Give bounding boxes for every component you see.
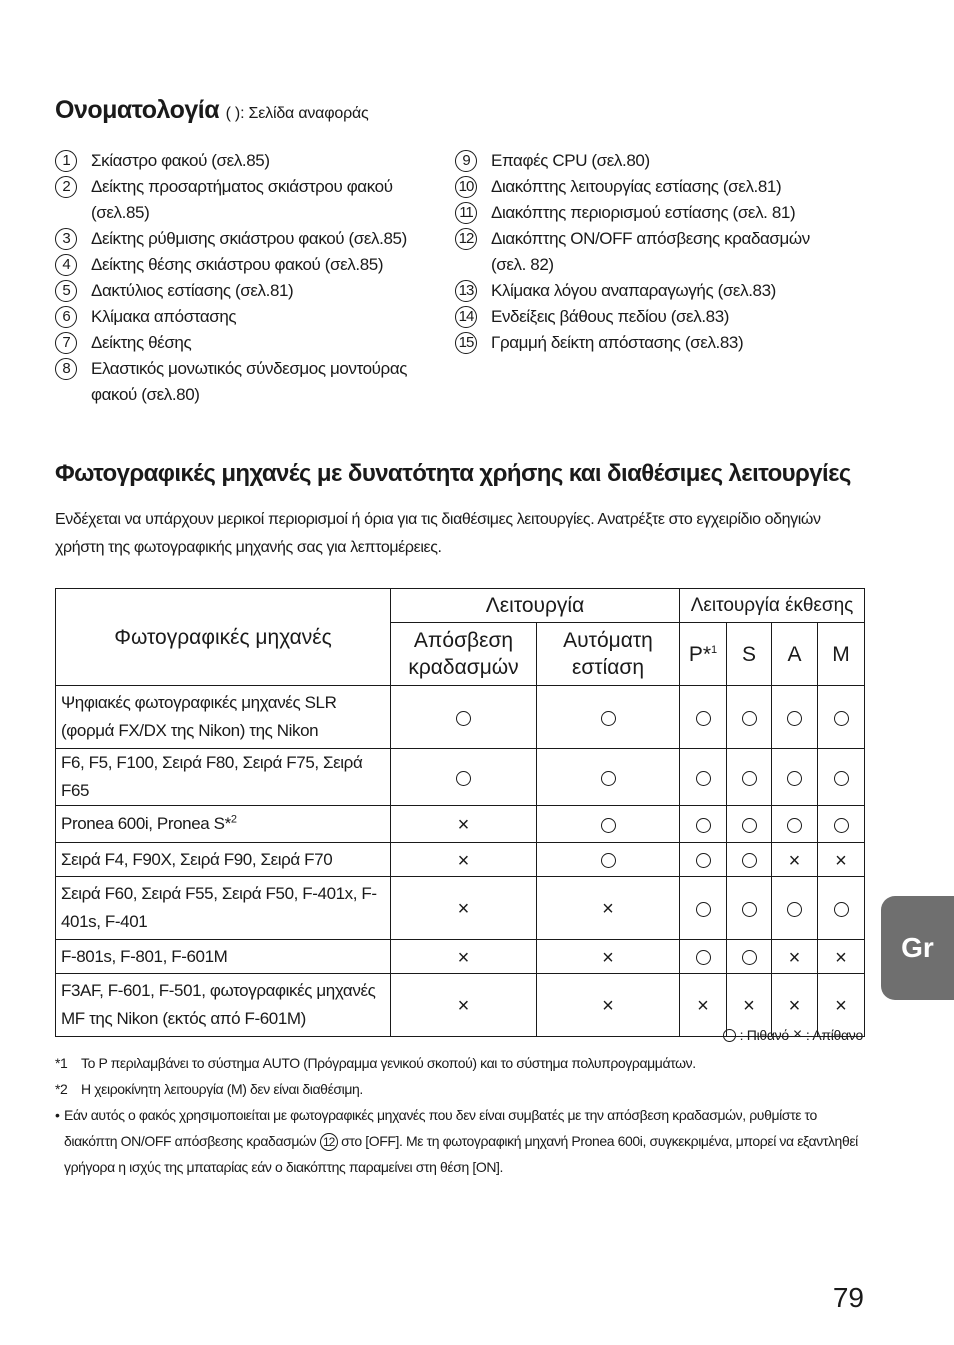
- table-row: [56, 877, 865, 940]
- camera-name: Σειρά F60, Σειρά F55, Σειρά F50, F-401x, F-401s, F-401: [61, 884, 377, 931]
- cell-af: [537, 686, 680, 749]
- cell-m: [818, 806, 865, 843]
- footnotes: [55, 1050, 865, 1180]
- possible-symbol-icon: [742, 711, 757, 726]
- part-item: [55, 356, 425, 408]
- cell-vr: [391, 686, 537, 749]
- cell-vr: [391, 749, 537, 806]
- impossible-symbol-icon: ×: [835, 995, 847, 1018]
- cell-af: [537, 940, 680, 974]
- table-row: [56, 843, 865, 877]
- part-item: [55, 304, 425, 330]
- table-row: [56, 686, 865, 749]
- header-p-label: P*: [688, 642, 712, 666]
- part-number: 13: [455, 280, 477, 302]
- possible-symbol-icon: [723, 1029, 736, 1042]
- camera-name: Σειρά F4, F90X, Σειρά F90, Σειρά F70: [61, 849, 333, 869]
- part-label: Ελαστικός μονωτικός σύνδεσμος μοντούρας φακού (σελ.80): [91, 359, 408, 404]
- possible-symbol-icon: [601, 771, 616, 786]
- impossible-symbol-icon: ×: [835, 849, 847, 872]
- part-item: [55, 278, 425, 304]
- possible-symbol-icon: [601, 818, 616, 833]
- impossible-symbol-icon: ×: [457, 898, 470, 921]
- table-body: [56, 686, 865, 1037]
- cell-s: [727, 843, 772, 877]
- header-s: S: [727, 623, 772, 686]
- compatibility-table: [55, 588, 865, 1037]
- impossible-symbol-icon: ×: [602, 995, 614, 1018]
- cell-m: [818, 940, 865, 974]
- cell-a: [772, 806, 818, 843]
- table-row: [56, 940, 865, 974]
- cell-vr: [391, 806, 537, 843]
- possible-symbol-icon: [696, 950, 711, 965]
- part-number: 8: [55, 358, 77, 380]
- part-item: [455, 174, 815, 200]
- cell-p: [680, 843, 727, 877]
- legend-impossible: : Απίθανο: [805, 1027, 863, 1043]
- possible-symbol-icon: [456, 711, 471, 726]
- part-number: 14: [455, 306, 477, 328]
- impossible-symbol-icon: ×: [743, 995, 755, 1018]
- part-number: 3: [55, 228, 77, 250]
- possible-symbol-icon: [834, 711, 849, 726]
- possible-symbol-icon: [696, 711, 711, 726]
- footnote-text: Η χειροκίνητη λειτουργία (M) δεν είναι διαθέσιμη.: [81, 1081, 363, 1097]
- cell-a: [772, 686, 818, 749]
- cell-s: [727, 877, 772, 940]
- part-number: 12: [455, 228, 477, 250]
- footnote-text: Το P περιλαμβάνει το σύστημα AUTO (Πρόγραμμα γενικού σκοπού) και το σύστημα πολυπρογραμμάτων.: [81, 1055, 696, 1071]
- legend: [723, 1025, 863, 1045]
- camera-name: Ψηφιακές φωτογραφικές μηχανές SLR (φορμά FX/DX της Nikon) της Nikon: [61, 693, 337, 740]
- part-number: 4: [55, 254, 77, 276]
- cell-s: [727, 686, 772, 749]
- part-label: Κλίμακα απόστασης: [91, 307, 237, 326]
- impossible-symbol-icon: ×: [457, 814, 470, 837]
- possible-symbol-icon: [696, 771, 711, 786]
- part-label: Δείκτης θέσης: [91, 333, 192, 352]
- part-item: [55, 252, 425, 278]
- cell-vr: [391, 940, 537, 974]
- footnote-mark: *1: [55, 1055, 68, 1071]
- part-item: [455, 148, 815, 174]
- header-exposure-mode: Λειτουργία έκθεσης: [680, 589, 865, 623]
- cell-vr: [391, 974, 537, 1037]
- part-item: [455, 278, 815, 304]
- impossible-symbol-icon: ×: [788, 849, 801, 872]
- cell-af: [537, 877, 680, 940]
- impossible-symbol-icon: ×: [788, 995, 801, 1018]
- footnote: [55, 1076, 865, 1102]
- part-label: Δακτύλιος εστίασης (σελ.81): [91, 281, 294, 300]
- impossible-symbol-icon: ×: [602, 898, 614, 921]
- camera-cell: [56, 877, 391, 940]
- part-number: 2: [55, 176, 77, 198]
- part-item: [55, 148, 425, 174]
- possible-symbol-icon: [742, 818, 757, 833]
- camera-name: F-801s, F-801, F-601M: [61, 946, 228, 966]
- camera-cell: [56, 806, 391, 843]
- cell-a: [772, 843, 818, 877]
- camera-name: F6, F5, F100, Σειρά F80, Σειρά F75, Σειρά F65: [61, 753, 363, 800]
- impossible-symbol-icon: ×: [792, 1026, 802, 1043]
- footnote-mark: *2: [55, 1081, 68, 1097]
- part-item: [55, 174, 425, 226]
- possible-symbol-icon: [742, 950, 757, 965]
- cell-vr: [391, 843, 537, 877]
- part-number: 7: [55, 332, 77, 354]
- impossible-symbol-icon: ×: [697, 995, 709, 1018]
- possible-symbol-icon: [601, 711, 616, 726]
- part-item: [455, 226, 815, 278]
- header-p-footnote: 1: [711, 643, 718, 656]
- cell-af: [537, 843, 680, 877]
- impossible-symbol-icon: ×: [457, 946, 470, 969]
- cell-m: [818, 843, 865, 877]
- impossible-symbol-icon: ×: [602, 946, 614, 969]
- camera-name: F3AF, F-601, F-501, φωτογραφικές μηχανές MF της Nikon (εκτός από F-601M): [61, 981, 376, 1028]
- cell-s: [727, 806, 772, 843]
- cell-a: [772, 749, 818, 806]
- nomenclature-title: [55, 96, 369, 125]
- cell-p: [680, 974, 727, 1037]
- header-vr: Απόσβεση κραδασμών: [391, 623, 537, 686]
- part-number: 5: [55, 280, 77, 302]
- camera-cell: [56, 974, 391, 1037]
- cell-af: [537, 806, 680, 843]
- camera-name: Pronea 600i, Pronea S*: [61, 814, 231, 833]
- impossible-symbol-icon: ×: [457, 995, 470, 1018]
- part-label: Κλίμακα λόγου αναπαραγωγής (σελ.83): [491, 281, 776, 300]
- part-number: 11: [455, 202, 477, 224]
- possible-symbol-icon: [787, 771, 802, 786]
- table-row: [56, 749, 865, 806]
- parts-list-left: [55, 148, 425, 408]
- impossible-symbol-icon: ×: [457, 849, 470, 872]
- part-item: [455, 330, 815, 356]
- cell-a: [772, 877, 818, 940]
- impossible-symbol-icon: ×: [788, 946, 801, 969]
- cell-p: [680, 877, 727, 940]
- possible-symbol-icon: [834, 902, 849, 917]
- header-cameras: Φωτογραφικές μηχανές: [56, 589, 391, 686]
- footnote: [55, 1050, 865, 1076]
- header-af: Αυτόματη εστίαση: [537, 623, 680, 686]
- nomenclature-subtitle: ( ): Σελίδα αναφοράς: [225, 105, 369, 122]
- part-label: Διακόπτης λειτουργίας εστίασης (σελ.81): [491, 177, 782, 196]
- compat-title: Φωτογραφικές μηχανές με δυνατότητα χρήσης και διαθέσιμες λειτουργίες: [55, 460, 851, 487]
- legend-possible: : Πιθανό: [739, 1027, 789, 1043]
- part-label: Γραμμή δείκτη απόστασης (σελ.83): [491, 333, 744, 352]
- part-number: 1: [55, 150, 77, 172]
- camera-cell: [56, 940, 391, 974]
- table-row: [56, 806, 865, 843]
- cell-af: [537, 974, 680, 1037]
- possible-symbol-icon: [696, 818, 711, 833]
- possible-symbol-icon: [834, 818, 849, 833]
- possible-symbol-icon: [787, 902, 802, 917]
- impossible-symbol-icon: ×: [835, 946, 847, 969]
- compat-intro: Ενδέχεται να υπάρχουν μερικοί περιορισμοί ή όρια για τις διαθέσιμες λειτουργίες. Ανατρέξτε στο εγχειρίδιο οδηγιών χρήστη της φωτογραφικής μηχανής σας για λεπτομέρειες.: [55, 511, 821, 556]
- cell-af: [537, 749, 680, 806]
- cell-p: [680, 940, 727, 974]
- header-function: Λειτουργία: [391, 589, 680, 623]
- callout-number: 12: [320, 1133, 338, 1151]
- part-label: Διακόπτης ON/OFF απόσβεσης κραδασμών (σελ. 82): [491, 229, 810, 274]
- possible-symbol-icon: [787, 818, 802, 833]
- camera-cell: [56, 843, 391, 877]
- cell-p: [680, 686, 727, 749]
- camera-cell: [56, 749, 391, 806]
- cell-a: [772, 940, 818, 974]
- possible-symbol-icon: [742, 853, 757, 868]
- header-p: [680, 623, 727, 686]
- part-label: Ενδείξεις βάθους πεδίου (σελ.83): [491, 307, 730, 326]
- language-tab: Gr: [881, 896, 954, 1000]
- bullet-text-start: Εάν αυτός ο φακός χρησιμοποιείται με φωτογραφικές μηχανές που δεν είναι συμβατές με την απόσβεση κραδασμών, ρυθμίστε το διακόπτη ON/OFF απόσβεσης κραδασμών: [64, 1107, 817, 1149]
- part-number: 9: [455, 150, 477, 172]
- part-label: Διακόπτης περιορισμού εστίασης (σελ. 81): [491, 203, 796, 222]
- possible-symbol-icon: [696, 853, 711, 868]
- part-label: Δείκτης ρύθμισης σκιάστρου φακού (σελ.85): [91, 229, 407, 248]
- part-label: Επαφές CPU (σελ.80): [491, 151, 650, 170]
- part-label: Δείκτης θέσης σκιάστρου φακού (σελ.85): [91, 255, 384, 274]
- header-m: M: [818, 623, 865, 686]
- part-label: Δείκτης προσαρτήματος σκιάστρου φακού (σελ.85): [91, 177, 393, 222]
- footnote-list: [55, 1050, 865, 1102]
- possible-symbol-icon: [834, 771, 849, 786]
- part-number: 10: [455, 176, 477, 198]
- cell-s: [727, 940, 772, 974]
- part-label: Σκίαστρο φακού (σελ.85): [91, 151, 270, 170]
- cell-p: [680, 749, 727, 806]
- part-item: [55, 330, 425, 356]
- part-number: 15: [455, 332, 477, 354]
- part-item: [455, 200, 815, 226]
- cell-m: [818, 749, 865, 806]
- camera-footnote: 2: [230, 813, 237, 826]
- part-item: [455, 304, 815, 330]
- bullet-text-end: στο [OFF]. Με τη φωτογραφική μηχανή Pronea 600i, συγκεκριμένα, μπορεί να εξαντληθεί γρήγορα η ισχύς της μπαταρίας εάν ο διακόπτης παραμείνει στη θέση [ON].: [64, 1133, 858, 1175]
- bullet-mark: •: [55, 1107, 60, 1123]
- possible-symbol-icon: [742, 771, 757, 786]
- cell-s: [727, 749, 772, 806]
- possible-symbol-icon: [787, 711, 802, 726]
- header-a: A: [772, 623, 818, 686]
- possible-symbol-icon: [456, 771, 471, 786]
- possible-symbol-icon: [696, 902, 711, 917]
- cell-vr: [391, 877, 537, 940]
- nomenclature-title-text: Ονοματολογία: [55, 96, 220, 124]
- cell-p: [680, 806, 727, 843]
- part-number: 6: [55, 306, 77, 328]
- page-number: 79: [832, 1282, 864, 1313]
- cell-m: [818, 877, 865, 940]
- part-item: [55, 226, 425, 252]
- camera-cell: [56, 686, 391, 749]
- parts-list-right: [455, 148, 815, 356]
- bullet-note: [55, 1102, 865, 1180]
- possible-symbol-icon: [601, 853, 616, 868]
- possible-symbol-icon: [742, 902, 757, 917]
- cell-m: [818, 686, 865, 749]
